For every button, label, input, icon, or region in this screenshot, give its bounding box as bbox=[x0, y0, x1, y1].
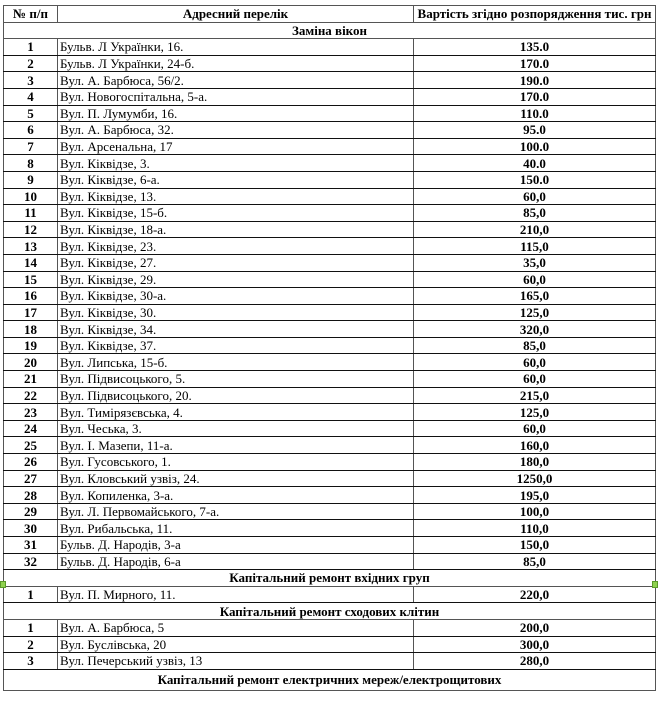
row-cost: 85,0 bbox=[414, 205, 656, 222]
row-address: Вул. Л. Первомайського, 7-а. bbox=[58, 503, 414, 520]
row-address: Вул. Кіквідзе, 34. bbox=[58, 321, 414, 338]
row-cost: 100.0 bbox=[414, 138, 656, 155]
row-address: Вул. Кіквідзе, 37. bbox=[58, 337, 414, 354]
row-cost: 150,0 bbox=[414, 537, 656, 554]
row-address: Вул. І. Мазепи, 11-а. bbox=[58, 437, 414, 454]
row-number: 2 bbox=[4, 636, 58, 653]
table-row bbox=[4, 520, 656, 537]
section-title: Заміна вікон bbox=[4, 22, 656, 39]
table-row bbox=[4, 238, 656, 255]
row-cost: 125,0 bbox=[414, 304, 656, 321]
table-row bbox=[4, 586, 656, 603]
table-row bbox=[4, 271, 656, 288]
row-cost: 60,0 bbox=[414, 271, 656, 288]
row-number: 13 bbox=[4, 238, 58, 255]
row-number: 3 bbox=[4, 653, 58, 670]
row-cost: 40.0 bbox=[414, 155, 656, 172]
row-cost: 195,0 bbox=[414, 487, 656, 504]
row-cost: 210,0 bbox=[414, 221, 656, 238]
row-number: 29 bbox=[4, 503, 58, 520]
table-row bbox=[4, 254, 656, 271]
row-address: Бульв. Д. Народів, 3-а bbox=[58, 537, 414, 554]
table-row bbox=[4, 553, 656, 570]
table-row bbox=[4, 653, 656, 670]
row-number: 12 bbox=[4, 221, 58, 238]
row-address: Вул. Чеська, 3. bbox=[58, 420, 414, 437]
header-number: № п/п bbox=[4, 6, 58, 23]
row-cost: 180,0 bbox=[414, 454, 656, 471]
table-row bbox=[4, 321, 656, 338]
table-row bbox=[4, 454, 656, 471]
row-number: 27 bbox=[4, 470, 58, 487]
table-row bbox=[4, 337, 656, 354]
table-row bbox=[4, 437, 656, 454]
table-row bbox=[4, 122, 656, 139]
row-address: Вул. Новогоспітальна, 5-а. bbox=[58, 88, 414, 105]
row-number: 32 bbox=[4, 553, 58, 570]
table-row bbox=[4, 155, 656, 172]
table-row bbox=[4, 55, 656, 72]
row-number: 14 bbox=[4, 254, 58, 271]
row-address: Вул. Гусовського, 1. bbox=[58, 454, 414, 471]
row-cost: 100,0 bbox=[414, 503, 656, 520]
table-row bbox=[4, 354, 656, 371]
table-row bbox=[4, 503, 656, 520]
row-address: Вул. Кіквідзе, 30-а. bbox=[58, 288, 414, 305]
row-cost: 125,0 bbox=[414, 404, 656, 421]
row-cost: 95.0 bbox=[414, 122, 656, 139]
row-address: Вул. А. Барбюса, 56/2. bbox=[58, 72, 414, 89]
address-cost-table bbox=[3, 5, 656, 691]
row-address: Вул. Кіквідзе, 29. bbox=[58, 271, 414, 288]
row-cost: 60,0 bbox=[414, 188, 656, 205]
row-address: Бульв. Л Українки, 16. bbox=[58, 39, 414, 56]
table-row bbox=[4, 288, 656, 305]
row-address: Вул. Кіквідзе, 13. bbox=[58, 188, 414, 205]
row-address: Вул. П. Лумумби, 16. bbox=[58, 105, 414, 122]
row-number: 20 bbox=[4, 354, 58, 371]
row-cost: 35,0 bbox=[414, 254, 656, 271]
row-cost: 110.0 bbox=[414, 105, 656, 122]
row-number: 3 bbox=[4, 72, 58, 89]
section-header-row bbox=[4, 570, 656, 587]
row-cost: 320,0 bbox=[414, 321, 656, 338]
row-cost: 160,0 bbox=[414, 437, 656, 454]
table-row bbox=[4, 619, 656, 636]
row-cost: 200,0 bbox=[414, 619, 656, 636]
table-row bbox=[4, 138, 656, 155]
row-address: Вул. Кловський узвіз, 24. bbox=[58, 470, 414, 487]
table-row bbox=[4, 105, 656, 122]
row-address: Вул. Копиленка, 3-а. bbox=[58, 487, 414, 504]
row-cost: 1250,0 bbox=[414, 470, 656, 487]
row-address: Вул. А. Барбюса, 5 bbox=[58, 619, 414, 636]
row-address: Вул. Кіквідзе, 30. bbox=[58, 304, 414, 321]
row-address: Вул. А. Барбюса, 32. bbox=[58, 122, 414, 139]
row-number: 15 bbox=[4, 271, 58, 288]
table-row bbox=[4, 304, 656, 321]
row-number: 10 bbox=[4, 188, 58, 205]
row-number: 2 bbox=[4, 55, 58, 72]
row-number: 23 bbox=[4, 404, 58, 421]
row-number: 16 bbox=[4, 288, 58, 305]
row-cost: 60,0 bbox=[414, 354, 656, 371]
row-number: 21 bbox=[4, 371, 58, 388]
selection-handle-right[interactable] bbox=[652, 581, 658, 588]
row-number: 6 bbox=[4, 122, 58, 139]
table-row bbox=[4, 171, 656, 188]
row-cost: 220,0 bbox=[414, 586, 656, 603]
row-number: 19 bbox=[4, 337, 58, 354]
table-row bbox=[4, 537, 656, 554]
row-address: Вул. Кіквідзе, 18-а. bbox=[58, 221, 414, 238]
row-number: 7 bbox=[4, 138, 58, 155]
row-number: 1 bbox=[4, 619, 58, 636]
row-number: 24 bbox=[4, 420, 58, 437]
row-cost: 190.0 bbox=[414, 72, 656, 89]
row-number: 5 bbox=[4, 105, 58, 122]
row-cost: 115,0 bbox=[414, 238, 656, 255]
table-row bbox=[4, 387, 656, 404]
row-address: Вул. Рибальська, 11. bbox=[58, 520, 414, 537]
row-address: Вул. Печерський узвіз, 13 bbox=[58, 653, 414, 670]
row-cost: 165,0 bbox=[414, 288, 656, 305]
table-row bbox=[4, 636, 656, 653]
row-address: Бульв. Л Українки, 24-б. bbox=[58, 55, 414, 72]
row-number: 18 bbox=[4, 321, 58, 338]
row-number: 8 bbox=[4, 155, 58, 172]
row-number: 30 bbox=[4, 520, 58, 537]
table-row bbox=[4, 404, 656, 421]
row-address: Вул. Буслівська, 20 bbox=[58, 636, 414, 653]
row-number: 26 bbox=[4, 454, 58, 471]
table-row bbox=[4, 39, 656, 56]
section-header-row bbox=[4, 22, 656, 39]
row-address: Вул. Кіквідзе, 3. bbox=[58, 155, 414, 172]
row-cost: 170.0 bbox=[414, 55, 656, 72]
row-cost: 85,0 bbox=[414, 337, 656, 354]
row-cost: 60,0 bbox=[414, 371, 656, 388]
row-number: 25 bbox=[4, 437, 58, 454]
row-address: Вул. Кіквідзе, 15-б. bbox=[58, 205, 414, 222]
row-cost: 280,0 bbox=[414, 653, 656, 670]
section-title: Капітальний ремонт вхідних груп bbox=[4, 570, 656, 587]
table-row bbox=[4, 371, 656, 388]
table-row bbox=[4, 420, 656, 437]
row-number: 31 bbox=[4, 537, 58, 554]
section-title: Капітальний ремонт сходових клітин bbox=[4, 603, 656, 620]
table-row bbox=[4, 88, 656, 105]
table-body bbox=[4, 22, 656, 690]
row-cost: 300,0 bbox=[414, 636, 656, 653]
row-address: Вул. Липська, 15-б. bbox=[58, 354, 414, 371]
table-header-row bbox=[4, 6, 656, 23]
header-address: Адресний перелік bbox=[58, 6, 414, 23]
row-cost: 110,0 bbox=[414, 520, 656, 537]
row-number: 9 bbox=[4, 171, 58, 188]
document-page bbox=[3, 5, 655, 691]
row-number: 11 bbox=[4, 205, 58, 222]
row-cost: 60,0 bbox=[414, 420, 656, 437]
row-number: 4 bbox=[4, 88, 58, 105]
table-row bbox=[4, 205, 656, 222]
row-cost: 170.0 bbox=[414, 88, 656, 105]
table-row bbox=[4, 470, 656, 487]
row-number: 1 bbox=[4, 586, 58, 603]
table-row bbox=[4, 221, 656, 238]
row-cost: 215,0 bbox=[414, 387, 656, 404]
header-cost: Вартість згідно розпорядження тис. грн bbox=[414, 6, 656, 23]
section-header-row bbox=[4, 669, 656, 690]
row-address: Вул. П. Мирного, 11. bbox=[58, 586, 414, 603]
table-row bbox=[4, 487, 656, 504]
row-number: 22 bbox=[4, 387, 58, 404]
row-address: Вул. Кіквідзе, 6-а. bbox=[58, 171, 414, 188]
row-number: 17 bbox=[4, 304, 58, 321]
section-title: Капітальний ремонт електричних мереж/електрощитових bbox=[4, 669, 656, 690]
row-address: Вул. Тимірязєвська, 4. bbox=[58, 404, 414, 421]
row-cost: 135.0 bbox=[414, 39, 656, 56]
row-address: Бульв. Д. Народів, 6-а bbox=[58, 553, 414, 570]
row-address: Вул. Кіквідзе, 23. bbox=[58, 238, 414, 255]
table-row bbox=[4, 72, 656, 89]
row-address: Вул. Арсенальна, 17 bbox=[58, 138, 414, 155]
row-address: Вул. Підвисоцького, 5. bbox=[58, 371, 414, 388]
row-cost: 150.0 bbox=[414, 171, 656, 188]
section-header-row bbox=[4, 603, 656, 620]
row-number: 1 bbox=[4, 39, 58, 56]
row-address: Вул. Підвисоцького, 20. bbox=[58, 387, 414, 404]
table-row bbox=[4, 188, 656, 205]
selection-handle-left[interactable] bbox=[0, 581, 6, 588]
row-number: 28 bbox=[4, 487, 58, 504]
row-cost: 85,0 bbox=[414, 553, 656, 570]
row-address: Вул. Кіквідзе, 27. bbox=[58, 254, 414, 271]
